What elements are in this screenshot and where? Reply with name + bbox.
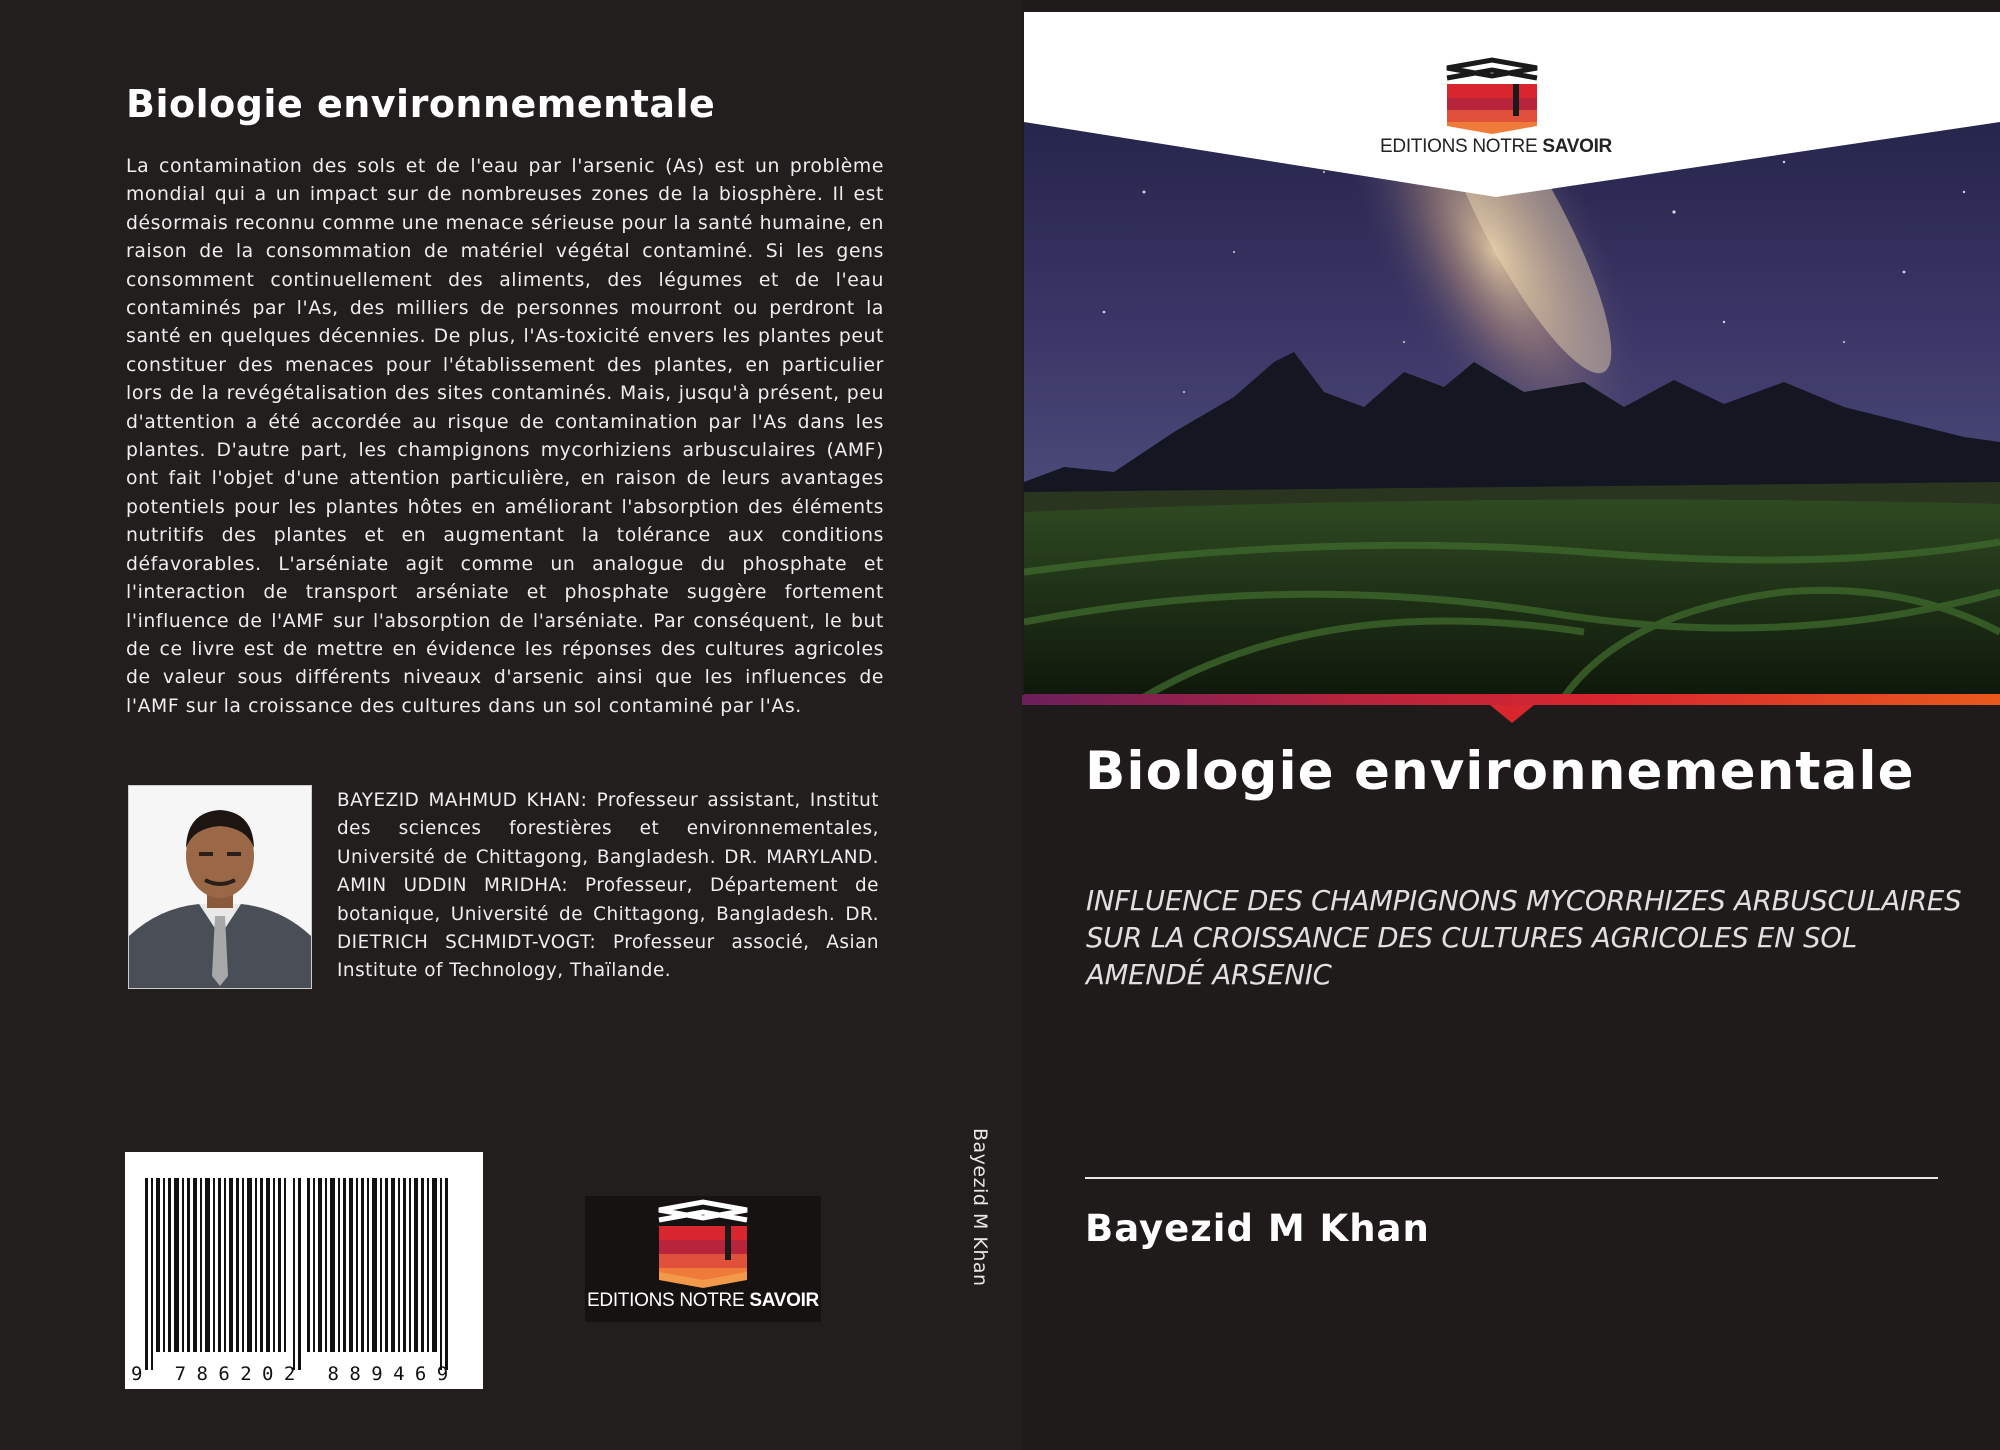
front-publisher-name: EDITIONS NOTRE SAVOIR xyxy=(1380,136,1612,157)
author-bio: BAYEZID MAHMUD KHAN: Professeur assistant, Institut des sciences forestières et environnementales, Université de Chittagong, Bangladesh. DR. MARYLAND. AMIN UDDIN MRIDHA: Professeur, Département de botanique, Université de Chittagong, Bangladesh. DR. DIETRICH SCHMIDT-VOGT: Professeur associé, Asian Institute of Technology, Thaïlande. xyxy=(337,790,879,982)
isbn-number: 9 786202 889469 xyxy=(131,1363,459,1385)
accent-stripe xyxy=(1022,695,2000,725)
back-cover-title: Biologie environnementale xyxy=(126,82,716,126)
book-stack-icon xyxy=(659,1202,747,1288)
cover-photo-night-sky xyxy=(1024,12,2000,697)
back-publisher-logo xyxy=(585,1196,821,1322)
author-photo xyxy=(128,785,312,989)
isbn-barcode xyxy=(125,1152,483,1389)
front-title: Biologie environnementale xyxy=(1085,741,1915,802)
book-blurb: La contamination des sols et de l'eau par l'arsenic (As) est un problème mondial qui a un impact sur de nombreuses zones de la biosphère. Il est désormais reconnu comme une menace sérieuse pour la santé humaine, en raison de la consommation de matériel végétal contaminé. Si les gens consomment continuellement des aliments, des légumes et de l'eau contaminés par l'As, des milliers de personnes mourront ou perdront la santé en quelques décennies. De plus, l'As-toxicité envers les plantes peut constituer des menaces pour l'établissement des plantes, en particulier lors de la revégétalisation des sites contaminés. Mais, jusqu'à présent, peu d'attention a été accordée au risque de contamination par l'As dans les plantes. D'autre part, les champignons mycorhiziens arbusculaires (AMF) ont fait l'objet d'une attention particulière, en raison de leurs avantages potentiels pour les plantes hôtes en améliorant l'absorption des éléments nutritifs des plantes et en augmentant la tolérance aux conditions défavorables. L'arséniate agit comme un analogue du phosphate et l'interaction de transport arséniate et phosphate suggère fortement l'influence de l'AMF sur l'absorption de l'arséniate. Par conséquent, le but de ce livre est de mettre en évidence les réponses des cultures agricoles de valeur sous différents niveaux d'arsenic ainsi que les influences de l'AMF sur la croissance des cultures dans un sol contaminé par l'As. xyxy=(126,156,884,717)
divider xyxy=(1085,1177,1938,1179)
front-author: Bayezid M Khan xyxy=(1085,1207,1430,1250)
book-stack-icon xyxy=(1447,60,1537,134)
spine-author: Bayezid M Khan xyxy=(969,1128,991,1287)
back-publisher-name: EDITIONS NOTRE SAVOIR xyxy=(587,1290,819,1311)
front-subtitle: INFLUENCE DES CHAMPIGNONS MYCORRHIZES ARBUSCULAIRES SUR LA CROISSANCE DES CULTURES AGRICOLES EN SOL AMENDÉ ARSENIC xyxy=(1086,885,1962,991)
